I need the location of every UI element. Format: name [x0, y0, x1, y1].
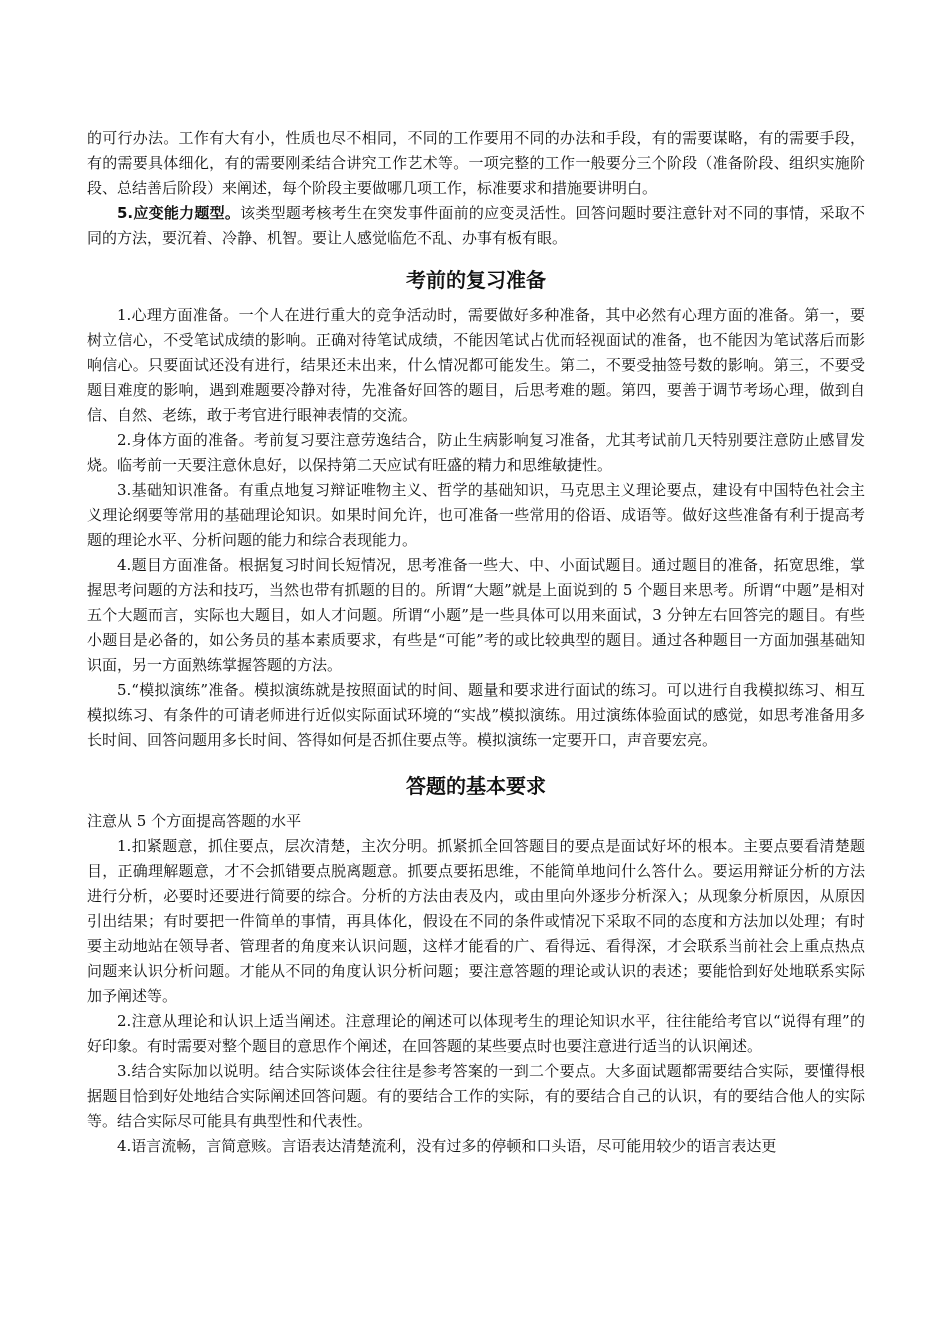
review-paragraph-3: 3.基础知识准备。有重点地复习辩证唯物主义、哲学的基础知识，马克思主义理论要点，建设有中国特色社会主义理论纲要等常用的基础理论知识。如果时间允许，也可准备一些常用的俗语、成语等。做好这些准备有利于提高考题的理论水平、分析问题的能力和综合表现能力。 — [87, 481, 865, 549]
review-paragraph-5: 5.“模拟演练”准备。模拟演练就是按照面试的时间、题量和要求进行面试的练习。可以进行自我模拟练习、相互模拟练习、有条件的可请老师进行近似实际面试环境的“实战”模拟演练。用过演练体验面试的感觉，如思考准备用多长时间、回答问题用多长时间、答得如何是否抓住要点等。模拟演练一定要开口，声音要宏亮。 — [87, 681, 865, 749]
intro-paragraph: 的可行办法。工作有大有小，性质也尽不相同，不同的工作要用不同的办法和手段，有的需要谋略，有的需要手段，有的需要具体细化，有的需要刚柔结合讲究工作艺术等。一项完整的工作一般要分三个阶段（准备阶段、组织实施阶段、总结善后阶段）来阐述，每个阶段主要做哪几项工作，标准要求和措施要讲明白。 — [87, 129, 865, 197]
answer-paragraph-4: 4.语言流畅，言简意赅。言语表达清楚流利，没有过多的停顿和口头语，尽可能用较少的语言表达更 — [117, 1137, 777, 1155]
answer-subtitle: 注意从 5 个方面提高答题的水平 — [87, 812, 302, 830]
document-page — [87, 126, 865, 1159]
adaptability-body: 该类型题考核考生在突发事件面前的应变灵活性。回答问题时要注意针对不同的事情，采取不同的方法，要沉着、冷静、机智。要让人感觉临危不乱、办事有板有眼。 — [87, 204, 865, 247]
answer-paragraph-1: 1.扣紧题意，抓住要点，层次清楚，主次分明。抓紧抓全回答题目的要点是面试好坏的根本。主要点要看清楚题目，正确理解题意，才不会抓错要点脱离题意。抓要点要拓思维，不能简单地问什么答什么。要运用辩证分析的方法进行分析，必要时还要进行简要的综合。分析的方法由表及内，或由里向外逐步分析深入；从现象分析原因，从原因引出结果；有时要把一件简单的事情，再具体化，假设在不同的条件或情况下采取不同的态度和方法加以处理；有时要主动地站在领导者、管理者的角度来认识问题，这样才能看的广、看得远、看得深，才会联系当前社会上重点热点问题来认识分析问题。才能从不同的角度认识分析问题；要注意答题的理论或认识的表述；要能恰到好处地联系实际加予阐述等。 — [87, 837, 865, 1005]
adaptability-lead: 5.应变能力题型。 — [117, 204, 241, 222]
review-paragraph-1: 1.心理方面准备。一个人在进行重大的竞争活动时，需要做好多种准备，其中必然有心理方面的准备。第一，要树立信心，不受笔试成绩的影响。正确对待笔试成绩，不能因笔试占优而轻视面试的准备，也不能因为笔试落后而影响信心。只要面试还没有进行，结果还未出来，什么情况都可能发生。第二，不要受抽签号数的影响。第三，不要受题目难度的影响，遇到难题要冷静对待，先准备好回答的题目，后思考难的题。第四，要善于调节考场心理，做到自信、自然、老练，敢于考官进行眼神表情的交流。 — [87, 306, 865, 424]
section-heading-review-prep: 考前的复习准备 — [406, 268, 546, 292]
section-heading-answer-requirements: 答题的基本要求 — [406, 774, 546, 798]
answer-paragraph-2: 2.注意从理论和认识上适当阐述。注意理论的阐述可以体现考生的理论知识水平，往往能给考官以“说得有理”的好印象。有时需要对整个题目的意思作个阐述，在回答题的某些要点时也要注意进行适当的认识阐述。 — [87, 1012, 865, 1055]
intro-paragraph-adaptability — [87, 201, 865, 251]
review-paragraph-2: 2.身体方面的准备。考前复习要注意劳逸结合，防止生病影响复习准备，尤其考试前几天特别要注意防止感冒发烧。临考前一天要注意休息好，以保持第二天应试有旺盛的精力和思维敏捷性。 — [87, 431, 865, 474]
answer-paragraph-3: 3.结合实际加以说明。结合实际谈体会往往是参考答案的一到二个要点。大多面试题都需要结合实际，要懂得根据题目恰到好处地结合实际阐述回答问题。有的要结合工作的实际，有的要结合自己的认识，有的要结合他人的实际等。结合实际尽可能具有典型性和代表性。 — [87, 1062, 865, 1130]
review-paragraph-4: 4.题目方面准备。根据复习时间长短情况，思考准备一些大、中、小面试题目。通过题目的准备，拓宽思维，掌握思考问题的方法和技巧，当然也带有抓题的目的。所谓“大题”就是上面说到的 5 个题目来思考。所谓“中题”是相对五个大题而言，实际也大题目，如人才问题。所谓“小题”是一些具体可以用来面试，3 分钟左右回答完的题目。有些小题目是必备的，如公务员的基本素质要求，有些是“可能”考的或比较典型的题目。通过各种题目一方面加强基础知识面，另一方面熟练掌握答题的方法。 — [87, 556, 865, 674]
